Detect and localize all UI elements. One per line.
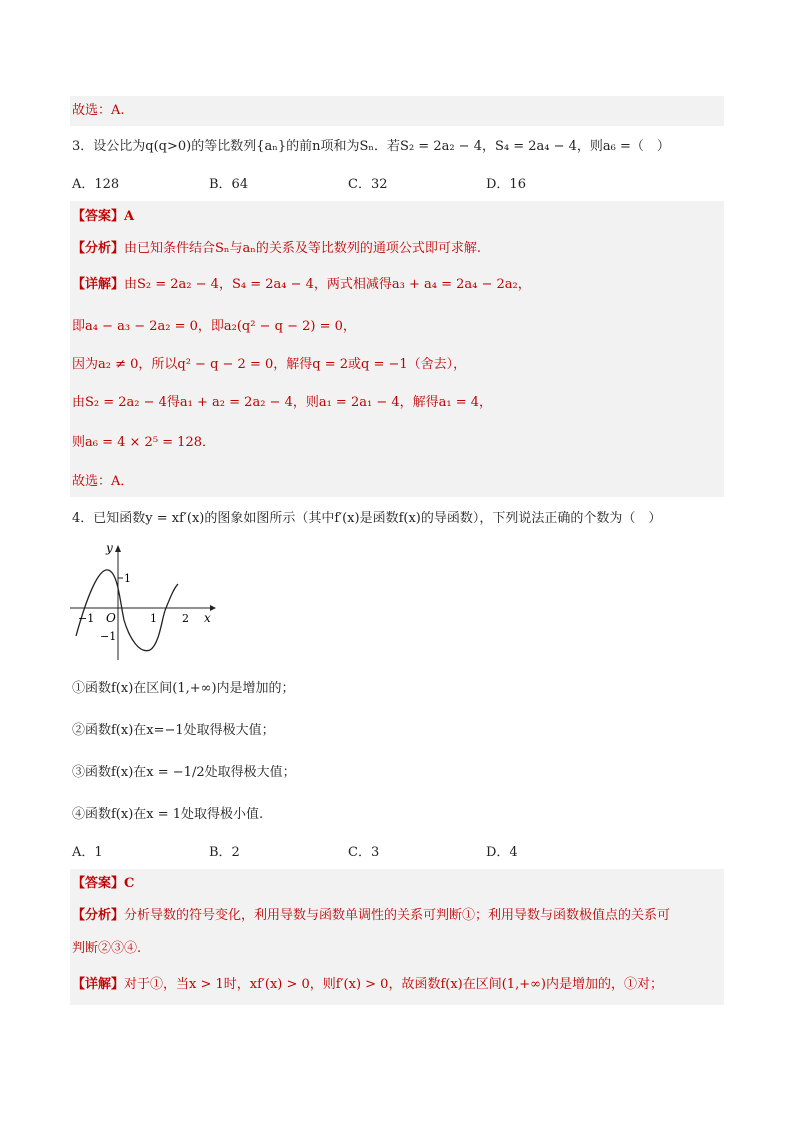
- tick-label-1-x: 1: [150, 612, 157, 625]
- q3-detail-1: [72, 276, 531, 294]
- q4-statement-3: ③函数f(x)在x = −1/2处取得极大值；: [72, 765, 296, 780]
- x-axis-arrow: [210, 605, 216, 611]
- q3-detail-5: 则a₆ = 4 × 2⁵ = 128．: [72, 435, 216, 450]
- y-axis-arrow: [115, 545, 121, 552]
- q4-answer: 【答案】C: [72, 876, 135, 891]
- q4-option-b: B．2: [209, 845, 240, 860]
- q3-detail-tag: 【详解】: [72, 277, 125, 292]
- q3-option-a: A．128: [72, 177, 120, 192]
- tick-label-1-y: 1: [124, 572, 131, 585]
- q2-conclusion: 故选：A.: [72, 103, 125, 118]
- q4-statement-2: ②函数f(x)在x=−1处取得极大值；: [72, 723, 275, 738]
- q3-stem: 3．设公比为q(q>0)的等比数列{aₙ}的前n项和为Sₙ．若S₂ = 2a₂ − 4，S₄ = 2a₄ − 4，则a₆ =（ ）: [72, 139, 670, 154]
- x-axis-label: x: [204, 611, 211, 625]
- q3-detail-3: 因为a₂ ≠ 0，所以q² − q − 2 = 0，解得q = 2或q = −1（舍去），: [72, 357, 467, 372]
- q4-detail-text: 对于①，当x > 1时，xf′(x) > 0，则f′(x) > 0，故函数f(x)在区间(1,+∞)内是增加的，①对；: [124, 977, 663, 992]
- q3-option-b: B．64: [209, 177, 249, 192]
- q3-analysis-tag: 【分析】: [72, 241, 125, 256]
- q3-option-c: C．32: [348, 177, 388, 192]
- q4-option-d: D．4: [486, 845, 518, 860]
- q4-function-graph: [68, 540, 218, 665]
- q4-option-a: A．1: [72, 845, 103, 860]
- q4-analysis-2: 判断②③④.: [72, 941, 142, 956]
- q4-option-c: C．3: [348, 845, 380, 860]
- q3-answer: 【答案】A: [72, 209, 135, 224]
- q3-detail-4: 由S₂ = 2a₂ − 4得a₁ + a₂ = 2a₂ − 4，则a₁ = 2a₁ − 4，解得a₁ = 4，: [72, 395, 493, 410]
- q4-analysis-tag: 【分析】: [72, 908, 125, 923]
- tick-label-neg1-x: −1: [78, 612, 95, 625]
- q4-statement-1: ①函数f(x)在区间(1,+∞)内是增加的；: [72, 681, 295, 696]
- tick-label-2-x: 2: [182, 612, 189, 625]
- q4-analysis-text: 分析导数的符号变化，利用导数与函数单调性的关系可判断①；利用导数与函数极值点的关系可: [124, 908, 671, 923]
- q2-conclusion-block: [70, 96, 724, 126]
- q3-analysis-text: 由已知条件结合Sₙ与aₙ的关系及等比数列的通项公式即可求解.: [124, 241, 482, 256]
- q4-stem: 4．已知函数y = xf′(x)的图象如图所示（其中f′(x)是函数f(x)的导函数），下列说法正确的个数为（ ）: [72, 511, 662, 526]
- q3-analysis: [72, 240, 481, 258]
- q3-detail-2: 即a₄ − a₃ − 2a₂ = 0，即a₂(q² − q − 2) = 0，: [72, 319, 356, 334]
- q3-conclusion: 故选：A．: [72, 474, 134, 489]
- origin-label: O: [106, 611, 116, 625]
- q3-option-d: D．16: [486, 177, 526, 192]
- q4-detail: [72, 976, 663, 994]
- q4-analysis-1: [72, 907, 670, 925]
- q4-statement-4: ④函数f(x)在x = 1处取得极小值.: [72, 807, 264, 822]
- q3-detail-text: 由S₂ = 2a₂ − 4，S₄ = 2a₄ − 4，两式相减得a₃ + a₄ = 2a₄ − 2a₂，: [124, 277, 531, 292]
- y-axis-label: y: [106, 541, 113, 555]
- q4-detail-tag: 【详解】: [72, 977, 125, 992]
- tick-label-neg1-y: −1: [100, 630, 117, 643]
